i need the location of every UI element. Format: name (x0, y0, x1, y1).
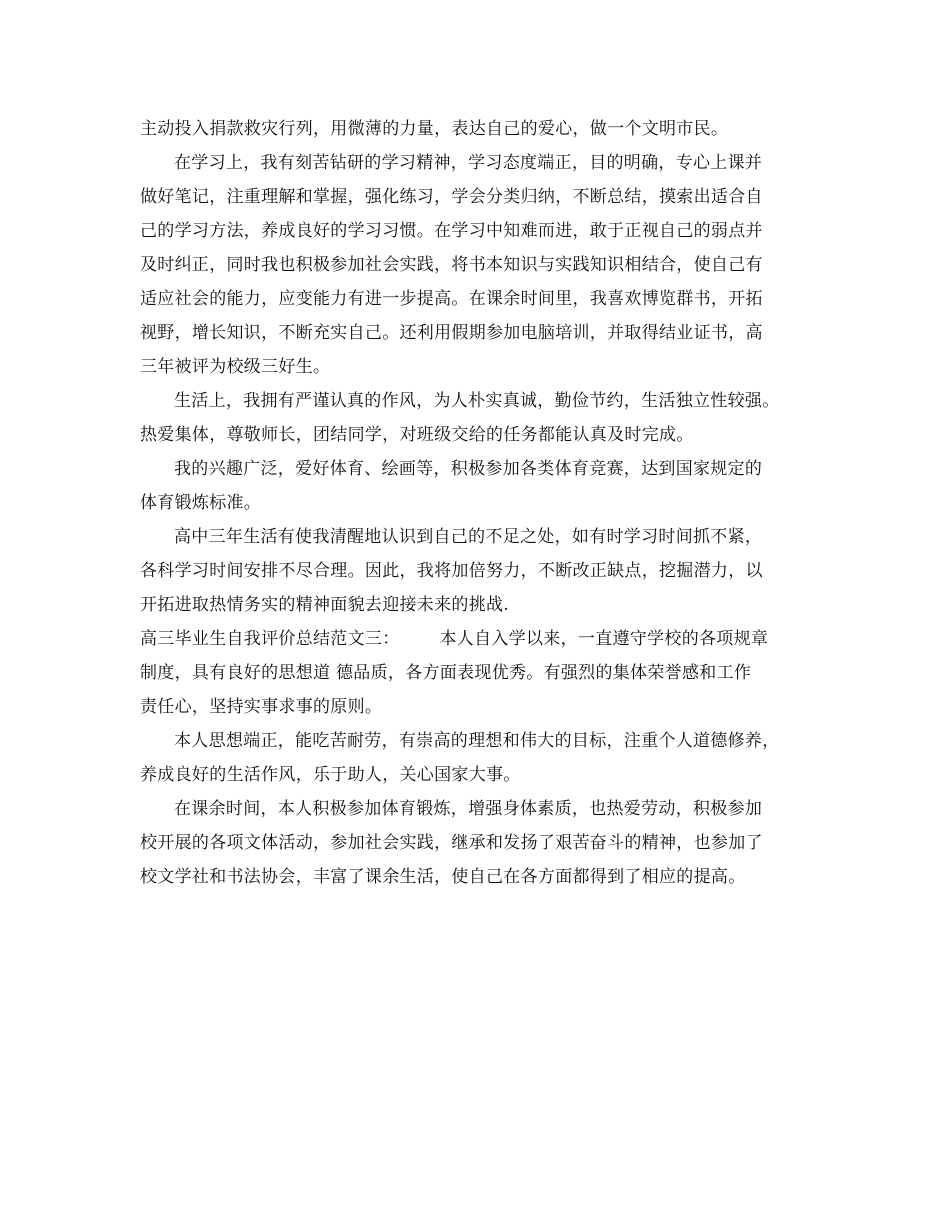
text-line: 生活上，我拥有严谨认真的作风，为人朴实真诚，勤俭节约，生活独立性较强。 (174, 391, 780, 411)
paragraph (140, 792, 820, 894)
text-line: 主动投入捐款救灾行列，用微薄的力量，表达自己的爱心，做一个文明市民。 (140, 119, 729, 139)
text-line: 校开展的各项文体活动，参加社会实践，继承和发扬了艰苦奋斗的精神，也参加了 (140, 833, 763, 853)
paragraph (140, 724, 820, 792)
text-line: 及时纠正，同时我也积极参加社会实践，将书本知识与实践知识相结合，使自己有 (140, 255, 763, 275)
text-line: 各科学习时间安排不尽合理。因此，我将加倍努力，不断改正缺点，挖掘潜力，以 (140, 561, 763, 581)
text-line: 开拓进取热情务实的精神面貌去迎接未来的挑战. (140, 595, 510, 615)
paragraph (140, 520, 820, 622)
section-first-line: 本人自入学以来，一直遵守学校的各项规章 (439, 629, 769, 649)
text-line: 本人思想端正，能吃苦耐劳，有崇高的理想和伟大的目标，注重个人道德修养， (174, 731, 780, 751)
paragraph (140, 452, 820, 520)
text-line: 校文学社和书法协会，丰富了课余生活，使自己在各方面都得到了相应的提高。 (140, 867, 746, 887)
paragraph (140, 112, 820, 146)
text-line: 适应社会的能力，应变能力有进一步提高。在课余时间里，我喜欢博览群书，开拓 (140, 289, 763, 309)
paragraph (140, 384, 820, 452)
text-line: 视野，增长知识，不断充实自己。还利用假期参加电脑培训，并取得结业证书，高 (140, 323, 763, 343)
text-line: 做好笔记，注重理解和掌握，强化练习，学会分类归纳，不断总结，摸索出适合自 (140, 187, 763, 207)
text-line: 己的学习方法，养成良好的学习习惯。在学习中知难而进，敢于正视自己的弱点并 (140, 221, 763, 241)
paragraph (140, 146, 820, 384)
text-line: 高中三年生活有使我清醒地认识到自己的不足之处，如有时学习时间抓不紧， (174, 527, 763, 547)
section-title: 高三毕业生自我评价总结范文三： (140, 629, 400, 649)
text-line: 在课余时间，本人积极参加体育锻炼，增强身体素质，也热爱劳动，积极参加 (174, 799, 763, 819)
text-line: 三年被评为校级三好生。 (140, 357, 331, 377)
section-heading (140, 622, 820, 656)
document-body (140, 112, 820, 894)
text-line: 我的兴趣广泛，爱好体育、绘画等，积极参加各类体育竞赛，达到国家规定的 (174, 459, 763, 479)
text-line: 养成良好的生活作风，乐于助人，关心国家大事。 (140, 765, 521, 785)
text-line: 热爱集体，尊敬师长，团结同学，对班级交给的任务都能认真及时完成。 (140, 425, 694, 445)
text-line: 责任心，坚持实事求事的原则。 (140, 697, 383, 717)
section-heading-line (140, 622, 820, 656)
text-line: 在学习上，我有刻苦钻研的学习精神，学习态度端正，目的明确，专心上课并 (174, 153, 763, 173)
text-line: 制度，具有良好的思想道 德品质，各方面表现优秀。有强烈的集体荣誉感和工作 (140, 663, 752, 683)
text-line: 体育锻炼标准。 (140, 493, 262, 513)
paragraph (140, 656, 820, 724)
